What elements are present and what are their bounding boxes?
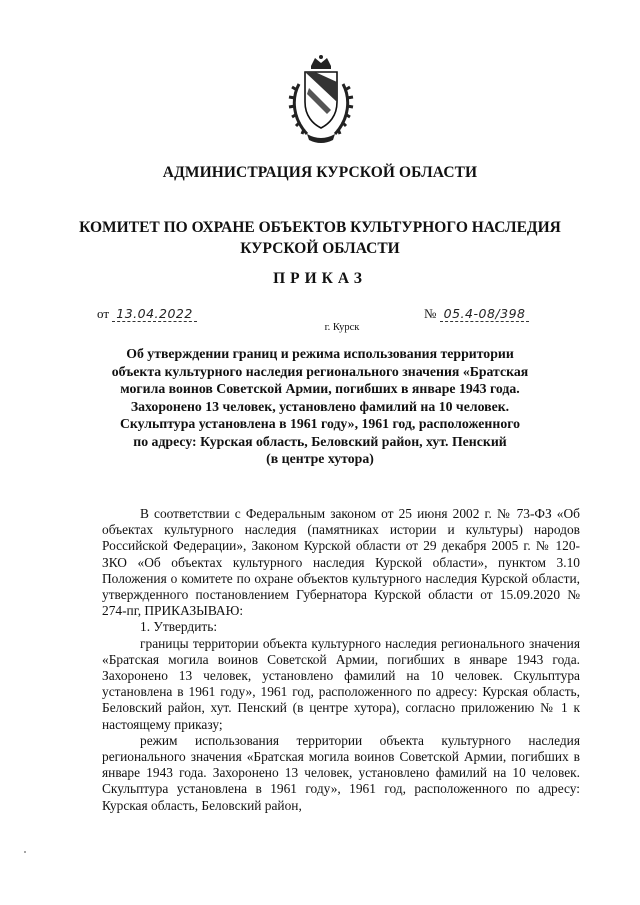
order-title	[0, 345, 640, 468]
number-prefix: №	[424, 306, 437, 321]
coat-of-arms-emblem	[285, 54, 357, 146]
date-prefix: от	[97, 306, 110, 321]
title-line: (в центре хутора)	[266, 451, 374, 466]
title-line: могила воинов Советской Армии, погибших в январе 1943 года.	[120, 381, 520, 396]
scan-speck	[24, 851, 26, 853]
title-line: объекта культурного наследия регионального значения «Братская	[111, 363, 529, 379]
date-value: 13.04.2022	[112, 306, 197, 322]
title-line: Скульптура установлена в 1961 году», 1961 год, расположенного	[119, 416, 521, 431]
committee-name-line1: КОМИТЕТ ПО ОХРАНЕ ОБЪЕКТОВ КУЛЬТУРНОГО НАСЛЕДИЯ	[79, 219, 561, 236]
boundaries-paragraph: границы территории объекта культурного наследия регионального значения «Братская могила воинов Советской Армии, погибших в январе 1943 года. Захоронено 13 человек, установлено фамилий на 10 человек. Скульптура установлена в 1961 году», 1961 год, расположенного по адресу: Курская область, Беловский район, хут. Пенский (в центре хутора), согласно приложению № 1 к настоящему приказу;	[102, 635, 580, 732]
order-body	[102, 506, 580, 814]
usage-regime-paragraph: режим использования территории объекта культурного наследия регионального значения «Братская могила воинов Советской Армии, погибших в январе 1943 года. Захоронено 13 человек, установлено фамилий на 10 человек. Скульптура установлена в 1961 году», 1961 год, расположенного по адресу: Курская область, Беловский район,	[102, 732, 580, 813]
city-label: г. Курск	[324, 322, 360, 333]
organization-name: АДМИНИСТРАЦИЯ КУРСКОЙ ОБЛАСТИ	[162, 164, 478, 181]
document-type: ПРИКАЗ	[273, 270, 367, 287]
title-line: Об утверждении границ и режима использования территории	[126, 346, 514, 361]
preamble-paragraph: В соответствии с Федеральным законом от 25 июня 2002 г. № 73-ФЗ «Об объектах культурного наследия (памятниках истории и культуры) народов Российской Федерации», Законом Курской области от 29 декабря 2005 г. № 120-ЗКО «Об объектах культурного наследия Курской области», пунктом 3.10 Положения о комитете по охране объектов культурного наследия Курской области, утвержденного постановлением Губернатора Курской области от 15.09.2020 № 274-пг, ПРИКАЗЫВАЮ:	[102, 506, 580, 619]
clause-1-heading: 1. Утвердить:	[140, 619, 218, 635]
order-date	[97, 306, 197, 322]
order-number	[424, 306, 529, 322]
committee-name-line2: КУРСКОЙ ОБЛАСТИ	[240, 240, 400, 257]
committee-name	[0, 217, 640, 259]
title-line: по адресу: Курская область, Беловский район, хут. Пенский	[133, 433, 507, 449]
number-value: 05.4-08/398	[440, 306, 530, 322]
title-line: Захоронено 13 человек, установлено фамилий на 10 человек.	[130, 398, 510, 414]
